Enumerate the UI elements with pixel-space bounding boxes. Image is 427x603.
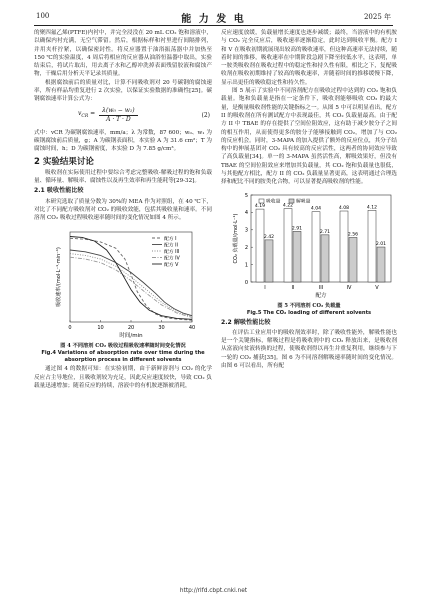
paragraph: 反应速度放缓，负载量增长速度也逐步减缓；最终，当溶液中的有机胺与 CO₂ 完全反应后，吸收速率逐渐稳定，此时达到吸收平衡。配方 I 和 V 在吸收初期就展现出较高的吸收速率，但这种高速率无法持续，随着时间的推移，吸收速率在中期阶段急剧下降至较低水平，这表明，单一胺类吸收剂在吸收过程中的稳定性和持久性有限，相比之下，复配吸收剂在吸收初期维持了较高的吸收速率，并随着时间的推移缓慢下降，显示出更佳的吸收稳定性和持久性。 (221, 30, 397, 86)
bar (321, 234, 329, 281)
bar (265, 240, 273, 282)
y-tick-label: 4 (244, 209, 248, 216)
caption-cn: 图 4 不同溶剂 CO₂ 吸收过程吸收速率随时间变化情况 (60, 342, 186, 349)
co2-loading-chart (221, 190, 397, 300)
paragraph: 图 5 展示了实验中不同溶剂配方在吸收过程中达到的 CO₂ 饱和负载量。饱和负载量是指在一定条件下，吸收剂能够吸收 CO₂ 的最大量，是衡量吸收剂性能的关键指标之一。从图 5 中可以明显看出，配方 II 的吸收剂在所有测试配方中表现最佳，其 CO₂ 负载量最高。由于配方 II 中 TBAE 的存在提供了空间位阻效应，这有助于减少胺分子之间的相互作用，从而使得更多的胺分子能够接触到 CO₂，增加了与 CO₂ 的反应机会。同时，3-MAPA 的加入提供了额外的反应位点，其分子结构中的伸展基团对 CO₂ 具有较高的反应活性，这两者的协同效应导致了高负载量[34]。单一的 3-MAPA 虽然活性高，解吸效果好，但没有 TBAE 的空间位阻效应来增加其负载量，其 CO₂ 饱和负载量也很低，与其他配方相比，配方 II 的 CO₂ 负载量显著更高，这表明通过合理选择和配比不同的胺类化合物，可以显著提高吸收剂的性能。 (221, 88, 397, 186)
running-header (14, 10, 413, 24)
subsection-heading: 2.2 解吸性能比较 (221, 318, 271, 326)
header-rule (34, 25, 393, 26)
x-tick-label: 30 (158, 324, 165, 331)
formula-denominator: A · T · D (106, 116, 131, 124)
formula-numerator: λ(w₀ − w₁) (99, 107, 137, 116)
bar (293, 231, 301, 282)
data-label: 2.42 (263, 234, 275, 240)
formula-equals: = (88, 109, 96, 117)
y-axis-label: 吸收速率/(mol·L⁻¹·min⁻¹) (56, 246, 62, 307)
legend-label: 配方 II (164, 242, 178, 248)
x-tick-label: V (375, 284, 379, 291)
x-tick-label: IV (346, 284, 352, 291)
x-axis-label: 配方 (315, 292, 327, 299)
x-tick-label: 0 (68, 324, 72, 331)
bar (340, 211, 348, 282)
paragraph: 吸收剂在实际使用过程中要综合考虑完整吸收-解吸过程的饱和负载量、循环量、解吸率、腐蚀性以及再生效率和再生能耗等[29-32]。 (34, 169, 212, 185)
formula-lhs-var: v (78, 109, 82, 117)
paragraph: 在评估工业应用中的吸收剂效率时，除了吸收性能外，解吸性能也是一个关键指标，解吸过程是将吸收剂中的 CO₂ 释放出来，是吸收剂从富液向贫液转换的过程，使吸收剂得以再生并重复利用，继续参与下一轮的 CO₂ 捕获[35]。图 6 为不同溶剂解吸速率随时间的变化情况。由图 6 可以看出，所有配 (221, 329, 397, 370)
bar (284, 208, 292, 281)
absorption-rate-chart (34, 226, 212, 340)
corrosion-rate-formula (34, 105, 212, 127)
data-label: 2.56 (347, 232, 359, 238)
figure-5 (221, 190, 397, 317)
paragraph: 的聚四氟乙烯(PTFE)内衬中，并完全浸没在 20 mL CO₂ 饱和溶液中，以确保内衬充满，无空气滞留。然后，根据标样和衬里进行间隔排列，并用夹杆拧紧，以确保密封性。将反应器置于油浴振荡器中并加热至 150 ℃的实验温度，4 周后将相应的反应器从油浴恒温器中取出，实验结束后，将试片取出，用去离子水和乙醇冲洗掉表面残留胶液和腐蚀产物，干燥后用分析天平记录其质量。 (34, 30, 212, 78)
formula-lhs-sub: CR (81, 114, 89, 120)
footer-url: http://rlfd.cbpt.cnki.net (179, 588, 248, 594)
y-tick-label: 2 (244, 244, 248, 251)
legend-swatch (259, 199, 264, 203)
legend-label: 配方 I (164, 236, 177, 242)
caption-en: Fig.4 Variations of absorption rate over time during the absorption process in different solvents (41, 349, 205, 363)
formula-lhs (78, 110, 95, 121)
y-axis-label: CO₂ 负载量/(mol·L⁻¹) (233, 213, 239, 264)
left-column (34, 29, 212, 390)
legend-label: 配方 III (164, 249, 180, 255)
y-tick-label: 0 (244, 279, 248, 286)
paragraph: 本研究选取了质量分数为 30%的 MEA 作为对照组，在 40 ℃下，对比了不同配方吸收剂对 CO₂ 的吸收效能，包括其吸收量和速率。不同溶剂 CO₂ 吸收过程吸收速率随时间的变化情况如图 4 所示。 (34, 198, 212, 222)
legend-swatch (289, 199, 294, 203)
figure-caption (221, 303, 397, 317)
legend-label: 配方 V (164, 262, 179, 268)
paragraph: 式中：vCR 为碳钢腐蚀速率，mm/a；λ 为常数，87 600；w₀、w₁ 为碳钢腐蚀前后质量，g；A 为碳钢表面积，本实验 A 为 31.6 cm²；T 为腐蚀时间，h；D 为碳钢密度，本实验 D 为 7.85 g/cm³。 (34, 129, 212, 153)
bar (377, 247, 385, 282)
y-tick-label: 1 (244, 262, 248, 269)
data-label: 4.08 (338, 205, 350, 211)
figure-4 (34, 226, 212, 364)
x-tick-label: I (264, 284, 266, 291)
x-tick-label: II (291, 284, 295, 291)
data-label: 2.91 (291, 226, 303, 232)
paragraph: 通过图 4 的数据可知：在实验初期，由于新鲜溶剂与 CO₂ 的化学反应占主导地位，且吸收剂较为充足，因此反应速度较快，导致 CO₂ 负载量迅速增加；随着反应的持续，溶液中的有机胺逐渐被消耗， (34, 366, 212, 389)
legend-label: 解吸量 (296, 199, 311, 205)
bar (368, 210, 376, 282)
section-heading: 2 实验结果讨论 (34, 156, 94, 167)
x-axis-label: 时间/min (119, 332, 143, 339)
right-column (221, 29, 397, 370)
y-tick-label: 3 (244, 227, 248, 234)
data-label: 4.22 (282, 203, 294, 209)
bar (349, 237, 357, 282)
caption-cn: 图 5 不同溶剂 CO₂ 负载量 (277, 302, 341, 309)
bar (256, 209, 264, 282)
legend-label: 吸收量 (266, 199, 281, 205)
y-tick-label: 5 (244, 192, 248, 199)
data-label: 4.04 (310, 206, 322, 212)
subsection-heading: 2.1 吸收性能比较 (34, 187, 84, 195)
data-label: 2.01 (375, 241, 387, 247)
x-tick-label: 40 (188, 324, 196, 331)
bar (312, 211, 320, 281)
legend-label: 配方 IV (164, 255, 180, 261)
equation-number: (2) (201, 111, 210, 119)
data-label: 2.71 (319, 229, 331, 235)
figure-caption (34, 343, 212, 363)
x-tick-label: 20 (127, 324, 135, 331)
data-label: 4.19 (254, 203, 266, 209)
formula-fraction (99, 107, 137, 125)
paragraph: 根据腐蚀前后的质量对比，计算不同吸收剂对 20 号碳钢的腐蚀速率，所有样品均重复进行 2 次实验，以保证实验数据的准确性[25]。碳钢腐蚀速率计算公式为： (34, 79, 212, 103)
journal-title: 能 力 发 电 (181, 14, 246, 25)
issue-year: 2025 年 (363, 13, 391, 21)
caption-en: Fig.5 The CO₂ loading of different solvents (246, 309, 372, 316)
data-label: 4.12 (366, 204, 378, 210)
page-number: 100 (36, 12, 50, 20)
x-tick-label: III (318, 284, 324, 291)
x-tick-label: 10 (97, 324, 104, 331)
